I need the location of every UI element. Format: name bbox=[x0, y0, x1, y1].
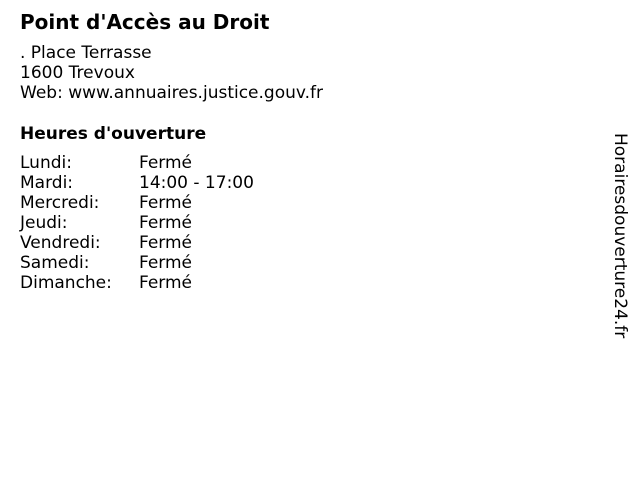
page-title: Point d'Accès au Droit bbox=[20, 10, 270, 34]
hours-row-mercredi bbox=[20, 193, 254, 213]
address-city: 1600 Trevoux bbox=[20, 63, 135, 83]
hours-row-samedi bbox=[20, 253, 254, 273]
day-label: Dimanche: bbox=[20, 273, 112, 293]
hours-table bbox=[20, 153, 254, 293]
hours-row-vendredi bbox=[20, 233, 254, 253]
address-block bbox=[20, 43, 323, 103]
day-time: Fermé bbox=[139, 193, 193, 213]
day-label: Mardi: bbox=[20, 173, 74, 193]
day-time: Fermé bbox=[139, 153, 193, 173]
day-label: Lundi: bbox=[20, 153, 72, 173]
day-time: Fermé bbox=[139, 213, 193, 233]
hours-row-mardi bbox=[20, 173, 254, 193]
day-time: 14:00 - 17:00 bbox=[139, 173, 254, 193]
hours-row-jeudi bbox=[20, 213, 254, 233]
day-time: Fermé bbox=[139, 273, 193, 293]
hours-row-dimanche bbox=[20, 273, 254, 293]
day-time: Fermé bbox=[139, 233, 193, 253]
day-label: Mercredi: bbox=[20, 193, 100, 213]
address-web: Web: www.annuaires.justice.gouv.fr bbox=[20, 83, 324, 103]
day-time: Fermé bbox=[139, 253, 193, 273]
day-label: Vendredi: bbox=[20, 233, 101, 253]
address-street: . Place Terrasse bbox=[20, 43, 152, 63]
hours-row-lundi bbox=[20, 153, 254, 173]
hours-heading: Heures d'ouverture bbox=[20, 124, 207, 144]
site-watermark: Horairesdouverture24.fr bbox=[610, 133, 630, 339]
day-label: Samedi: bbox=[20, 253, 90, 273]
day-label: Jeudi: bbox=[20, 213, 68, 233]
